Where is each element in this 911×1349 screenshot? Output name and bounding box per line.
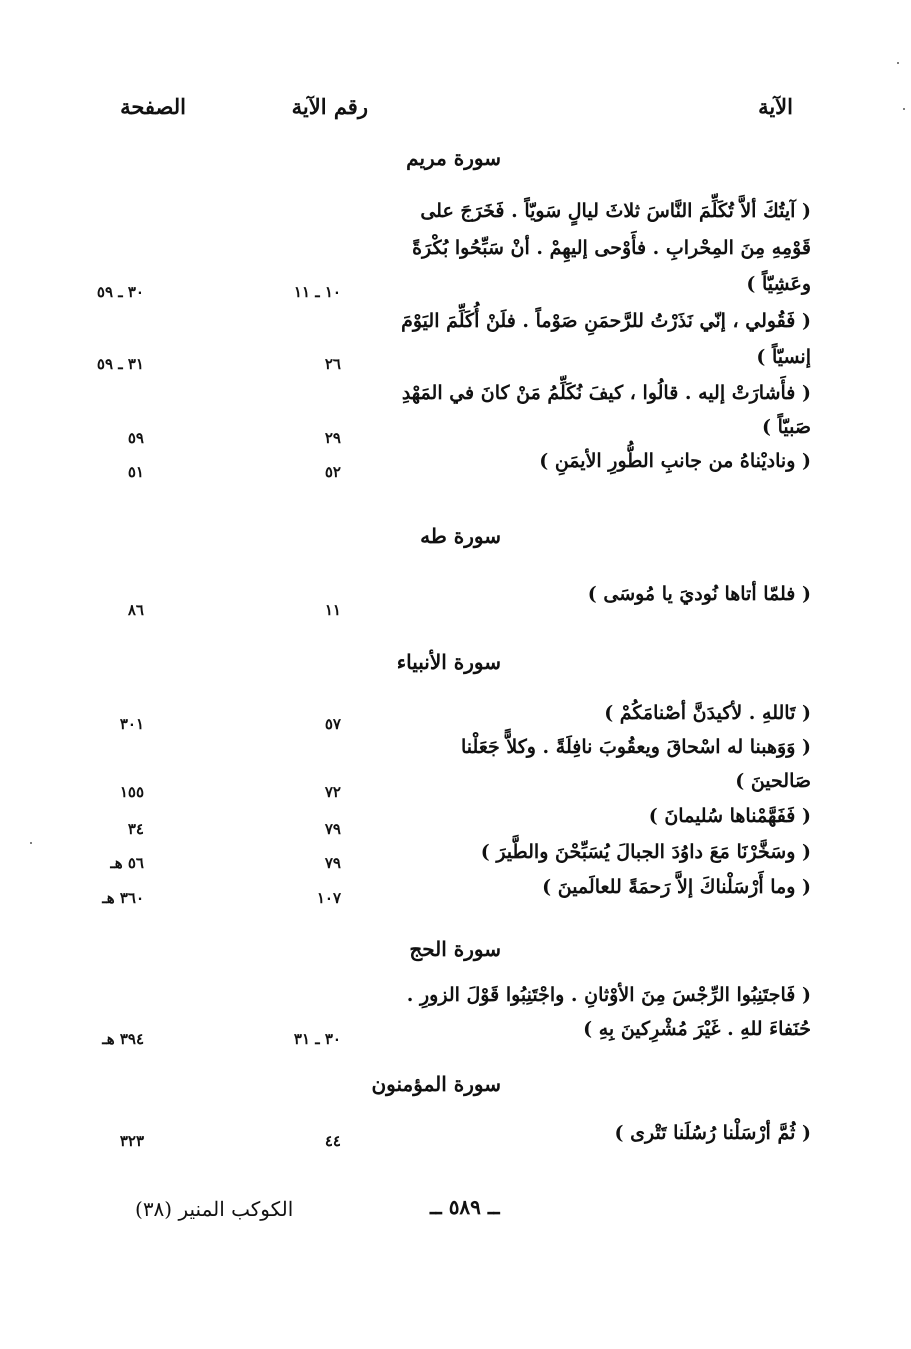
- ayah-number: ٧٩: [324, 854, 341, 872]
- ayah-number: ٤٤: [324, 1132, 341, 1150]
- scan-speck: [30, 842, 32, 844]
- verse-line: ( فَاجتَنِبُوا الرِّجْسَ مِنَ الأوْثانِ . واجْتَنِبُوا قَوْلَ الزورِ .: [406, 984, 811, 1006]
- scan-speck: [897, 62, 899, 64]
- page-number: ــ ٥٨٩ ــ: [430, 1195, 500, 1219]
- verse-line: ( تَاللهِ . لأكيدَنَّ أصْنامَكُمْ ): [604, 702, 811, 724]
- page-reference: ٣٢٣: [119, 1132, 144, 1150]
- verse-line: ( فَفَهَّمْناها سُليمانَ ): [648, 805, 811, 827]
- verse-line: صَبيّاً ): [762, 416, 811, 438]
- page-reference: ٥١: [127, 463, 144, 481]
- verse-line: ( فلمّا أتاها نُوديَ يا مُوسَى ): [587, 583, 811, 605]
- header-ayah-number-label: رقم الآية: [291, 94, 368, 119]
- ayah-number: ٧٩: [324, 820, 341, 838]
- surah-title-anbiya: سورة الأنبياء: [396, 650, 501, 674]
- page-reference: ٣٩٤ هـ: [102, 1030, 144, 1048]
- verse-line: ( ثُمَّ أرْسَلْنا رُسُلَنا تَتْرى ): [614, 1122, 811, 1144]
- page-reference: ٣٦٠ هـ: [102, 889, 144, 907]
- verse-line: ( فأَشارَتْ إليه . قالُوا ، كيفَ نُكَلِّمُ مَنْ كانَ في المَهْدِ: [401, 382, 811, 404]
- scan-speck: [903, 108, 905, 110]
- verse-line: ( وَوَهبنا له اسْحاقَ ويعقُوبَ نافِلَةً . وكلاًّ جَعَلْنا: [461, 736, 811, 758]
- page-reference: ٣٠١: [119, 715, 144, 733]
- verse-line: ( آيتُكَ ألاَّ تُكَلِّمَ النَّاسَ ثلاثَ ليالٍ سَويّاً . فَخَرَجَ على: [420, 200, 811, 222]
- page-reference: ٨٦: [127, 601, 144, 619]
- ayah-number: ١٠٧: [316, 889, 341, 907]
- page-reference: ٣٠ ـ ٥٩: [96, 283, 144, 301]
- surah-title-maryam: سورة مريم: [406, 146, 501, 170]
- verse-line: قَوْمِهِ مِنَ المِحْرابِ . فأَوْحى إليهِمْ . أنْ سَبِّحُوا بُكْرَةً: [412, 237, 811, 259]
- ayah-number: ١٠ ـ ١١: [293, 283, 341, 301]
- verse-line: ( وسَخَّرْنَا مَعَ داوُدَ الجبالَ يُسَبِّحْنَ والطَّيرَ ): [480, 841, 811, 863]
- page-reference: ١٥٥: [119, 783, 144, 801]
- page-reference: ٣١ ـ ٥٩: [96, 355, 144, 373]
- verse-line: وعَشِيّاً ): [746, 273, 811, 295]
- ayah-number: ٥٧: [324, 715, 341, 733]
- ayah-number: ٥٢: [324, 463, 341, 481]
- verse-line: ( وما أَرْسَلْناكَ إلاَّ رَحمَةً للعالَمينَ ): [542, 876, 811, 898]
- ayah-number: ٢٦: [324, 355, 341, 373]
- surah-title-hajj: سورة الحج: [409, 937, 501, 961]
- book-title: الكوكب المنير (٣٨): [135, 1197, 294, 1221]
- verse-line: صَالحينَ ): [735, 770, 811, 792]
- surah-title-taha: سورة طه: [420, 524, 501, 548]
- ayah-number: ١١: [324, 601, 341, 619]
- ayah-number: ٧٢: [324, 783, 341, 801]
- ayah-number: ٢٩: [324, 429, 341, 447]
- header-page-label: الصفحة: [120, 94, 186, 119]
- ayah-number: ٣٠ ـ ٣١: [293, 1030, 341, 1048]
- verse-line: ( وناديْناهُ من جانبِ الطُّورِ الأيمَنِ ): [539, 450, 811, 472]
- surah-title-muminun: سورة المؤمنون: [371, 1072, 501, 1096]
- verse-line: حُنَفاءَ للهِ . غَيْرَ مُشْرِكينَ بِهِ ): [583, 1018, 811, 1040]
- header-verse-label: الآية: [758, 94, 793, 119]
- verse-line: إنسيّاً ): [756, 346, 811, 368]
- page-reference: ٥٩: [127, 429, 144, 447]
- page-reference: ٣٤: [127, 820, 144, 838]
- page-reference: ٥٦ هـ: [110, 854, 144, 872]
- verse-line: ( فَقُولي ، إنّي نَذَرْتُ للرَّحمَنِ صَوْماً . فلَنْ أُكَلِّمَ اليَوْمَ: [401, 310, 811, 332]
